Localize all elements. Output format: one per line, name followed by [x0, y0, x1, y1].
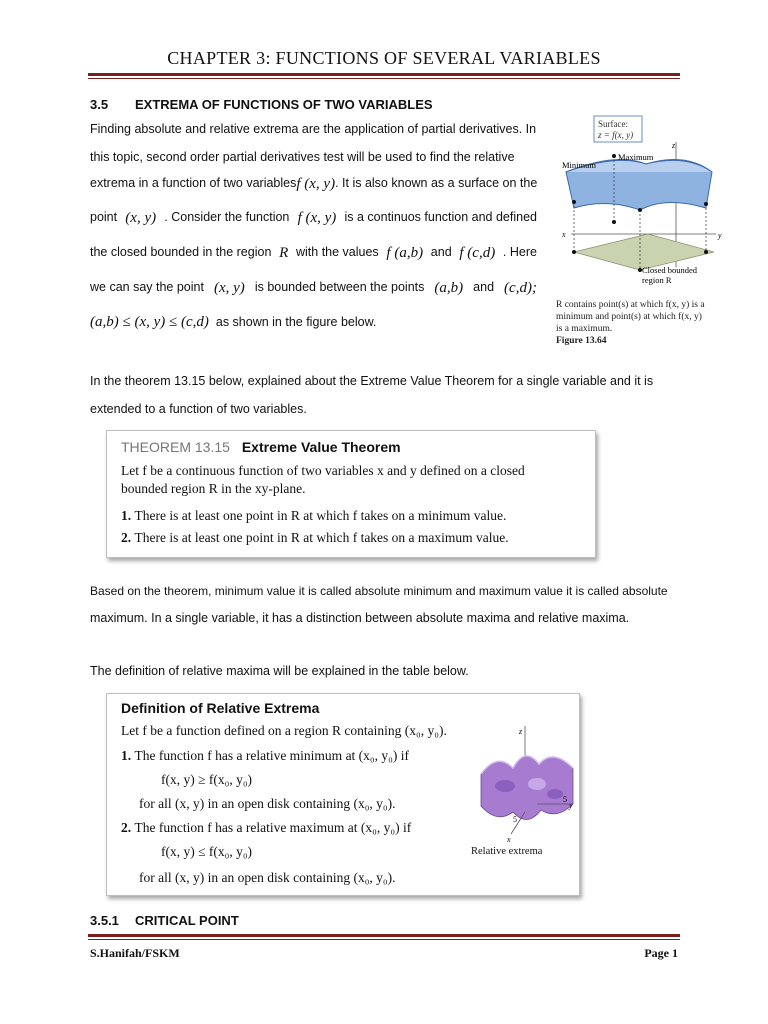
math-cd: (c,d);	[504, 280, 537, 296]
definition-ineq-2: f(x, y) ≤ f(x₀, y₀)	[161, 844, 253, 859]
theorem-box	[106, 430, 596, 558]
after-theorem-line-2: maximum. In a single variable, it has a distinction between absolute maxima and relative maxima.	[90, 611, 630, 625]
section-title: EXTREMA OF FUNCTIONS OF TWO VARIABLES	[135, 97, 433, 112]
relative-extrema-plot	[477, 724, 575, 864]
theorem-label: THEOREM 13.15	[121, 439, 230, 455]
intro-line-3: extrema in a function of two variables f (x, y) . It is also known as a surface on the	[90, 176, 538, 192]
definition-item-1: 1. The function f has a relative minimum at (x₀, y₀) if	[121, 748, 409, 763]
theorem-item-2: 2. There is at least one point in R at which f takes on a maximum value.	[121, 530, 509, 545]
def-tick-5a: 5	[513, 815, 517, 824]
figure-13-64	[556, 112, 726, 347]
math-R: R	[279, 245, 289, 261]
purple-surface	[481, 756, 573, 820]
header-rule-thin	[88, 78, 680, 79]
definition-ineq-1: f(x, y) ≥ f(x₀, y₀)	[161, 772, 253, 787]
definition-intro-text: Let f be a function defined on a region R containing (x₀, y₀).	[121, 723, 447, 738]
def-axis-x: x	[507, 835, 511, 844]
footer-page-number: Page 1	[644, 946, 678, 960]
definition-title: Definition of Relative Extrema	[121, 700, 320, 716]
definition-item-2: 2. The function f has a relative maximum at (x₀, y₀) if	[121, 820, 412, 835]
footer-rule	[88, 934, 680, 937]
footer-author: S.Hanifah/FSKM	[90, 946, 180, 960]
axis-y-label: y	[718, 231, 722, 240]
theorem-intro-line-2: extended to a function of two variables.	[90, 402, 307, 416]
intro-line-7: (a,b) ≤ (x, y) ≤ (c,d) as shown in the figure below.	[90, 314, 377, 330]
math-inequality: (a,b) ≤ (x, y) ≤ (c,d)	[90, 314, 209, 330]
intro-line-5: the closed bounded in the region R with the values f (a,b) and f (c,d) . Here	[90, 245, 537, 261]
math-xy: (x, y)	[125, 210, 157, 226]
region-label-2: region R	[642, 275, 672, 285]
footer-rule-thin	[88, 939, 680, 940]
intro-line-4: point (x, y) . Consider the function f (x, y) is a continuos function and defined	[90, 210, 537, 226]
subsection-number: 3.5.1	[90, 913, 119, 928]
definition-cond-1: for all (x, y) in an open disk containing (x₀, y₀).	[139, 796, 396, 811]
math-xy-2: (x, y)	[213, 280, 245, 296]
header-rule	[88, 73, 680, 76]
definition-intro: The definition of relative maxima will be explained in the table below.	[90, 664, 469, 678]
minimum-label: Minimum	[562, 160, 597, 170]
intro-line-6: we can say the point (x, y) is bounded between the points (a,b) and (c,d);	[90, 280, 537, 296]
definition-box	[106, 693, 580, 896]
maximum-label: Maximum	[618, 152, 654, 162]
section-number: 3.5	[90, 97, 109, 112]
region-label-1: Closed bounded	[642, 265, 698, 275]
theorem-item-1: 1. There is at least one point in R at which f takes on a minimum value.	[121, 508, 507, 523]
surface-label: Surface:	[598, 119, 628, 129]
math-fab: f (a,b)	[386, 245, 424, 261]
axis-z-label: z	[672, 141, 676, 150]
theorem-title: Extreme Value Theorem	[241, 439, 401, 455]
math-ab: (a,b)	[434, 280, 464, 296]
intro-line-2: this topic, second order partial derivatives test will be used to find the relative	[90, 150, 515, 164]
subsection-title: CRITICAL POINT	[135, 913, 239, 928]
math-fxy: f (x, y)	[296, 176, 336, 192]
surface-eq: z = f(x, y)	[598, 130, 634, 140]
surface-diagram	[556, 112, 726, 292]
figure-number: Figure 13.64	[556, 336, 607, 346]
axis-x-label: x	[562, 230, 566, 239]
def-axis-y: y	[569, 801, 573, 810]
figure-caption: R contains point(s) at which f(x, y) is a minimum and point(s) at which f(x, y) is a maximum. Figure 13.64	[556, 299, 726, 347]
definition-cond-2: for all (x, y) in an open disk containing (x₀, y₀).	[139, 870, 396, 885]
theorem-intro-line-1: In the theorem 13.15 below, explained about the Extreme Value Theorem for a single variable and it is	[90, 374, 654, 388]
section-heading	[90, 97, 433, 112]
after-theorem-line-1: Based on the theorem, minimum value it is called absolute minimum and maximum value it is called absolute	[90, 584, 668, 598]
intro-line-1: Finding absolute and relative extrema are the application of partial derivatives. In	[90, 122, 537, 136]
theorem-body: Let f be a continuous function of two variables x and y defined on a closed bounded region R in the xy-plane.	[121, 463, 525, 496]
def-axis-z: z	[519, 727, 523, 736]
chapter-title: CHAPTER 3: FUNCTIONS OF SEVERAL VARIABLES	[167, 48, 601, 68]
relative-extrema-caption: Relative extrema	[471, 846, 543, 857]
math-fxy-2: f (x, y)	[297, 210, 337, 226]
math-fcd: f (c,d)	[459, 245, 496, 261]
subsection-heading	[90, 913, 239, 928]
def-tick-5b: 5	[563, 795, 567, 804]
